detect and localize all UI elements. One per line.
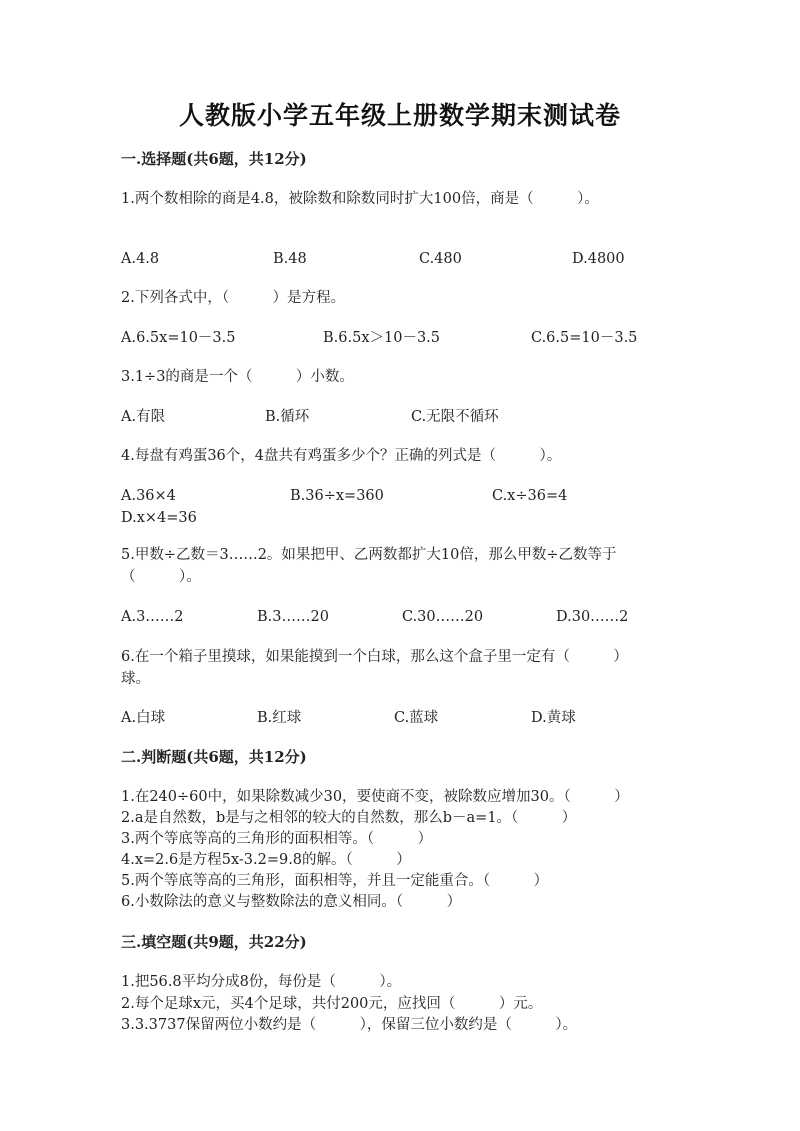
question-4-stem: 4.每盘有鸡蛋36个，4盘共有鸡蛋多少个？正确的列式是（ ）。 [121,448,562,464]
judgement-item-3: 3.两个等底等高的三角形的面积相等。（ ） [121,831,433,847]
q2-option-c: C.6.5=10－3.5 [531,330,638,346]
q6-option-b: B.红球 [257,710,302,726]
fill-blank-item-2: 2.每个足球x元，买4个足球，共付200元，应找回（ ）元。 [121,996,543,1012]
q3-option-b: B.循环 [265,409,310,425]
judgement-item-5: 5.两个等底等高的三角形，面积相等，并且一定能重合。（ ） [121,873,549,889]
q3-option-c: C.无限不循环 [411,409,499,425]
q3-option-a: A.有限 [121,409,166,425]
q4-option-c: C.x÷36=4 [492,488,568,504]
q6-option-d: D.黄球 [531,710,576,726]
q4-option-b: B.36÷x=360 [290,488,384,504]
q1-option-a: A.4.8 [121,251,160,267]
page-title: 人教版小学五年级上册数学期末测试卷 [178,101,621,130]
q4-option-d: D.x×4=36 [121,510,197,526]
question-6-stem: 6.在一个箱子里摸球，如果能摸到一个白球，那么这个盒子里一定有（ ） [121,649,628,665]
q1-option-c: C.480 [419,251,462,267]
q5-option-b: B.3……20 [257,609,329,625]
q2-option-b: B.6.5x＞10－3.5 [323,330,441,346]
q1-option-d: D.4800 [572,251,625,267]
question-5-stem-continued: （ ）。 [121,569,201,585]
q6-option-c: C.蓝球 [394,710,439,726]
q5-option-d: D.30……2 [556,609,629,625]
q4-option-a: A.36×4 [121,488,176,504]
section-heading-choice: 一.选择题(共6题，共12分) [121,150,307,168]
q5-option-a: A.3……2 [121,609,184,625]
q2-option-a: A.6.5x=10－3.5 [121,330,236,346]
question-3-stem: 3.1÷3的商是一个（ ）小数。 [121,369,354,385]
q6-option-a: A.白球 [121,710,166,726]
q5-option-c: C.30……20 [402,609,484,625]
judgement-item-4: 4.x=2.6是方程5x-3.2=9.8的解。（ ） [121,852,411,868]
question-5-stem: 5.甲数÷乙数＝3……2。如果把甲、乙两数都扩大10倍，那么甲数÷乙数等于 [121,547,617,563]
question-2-stem: 2.下列各式中，（ ）是方程。 [121,290,346,306]
section-heading-fill-blank: 三.填空题(共9题，共22分) [121,933,307,951]
section-heading-judgement: 二.判断题(共6题，共12分) [121,748,307,766]
fill-blank-item-3: 3.3.3737保留两位小数约是（ ），保留三位小数约是（ ）。 [121,1017,578,1033]
judgement-item-2: 2.a是自然数，b是与之相邻的较大的自然数，那么b－a=1。（ ） [121,810,577,826]
question-1-stem: 1.两个数相除的商是4.8，被除数和除数同时扩大100倍，商是（ ）。 [121,191,599,207]
q1-option-b: B.48 [273,251,307,267]
judgement-item-1: 1.在240÷60中，如果除数减少30，要使商不变，被除数应增加30。（ ） [121,789,629,805]
judgement-item-6: 6.小数除法的意义与整数除法的意义相同。（ ） [121,894,462,910]
question-6-stem-continued: 球。 [121,671,150,687]
fill-blank-item-1: 1.把56.8平均分成8份，每份是（ ）。 [121,974,402,990]
